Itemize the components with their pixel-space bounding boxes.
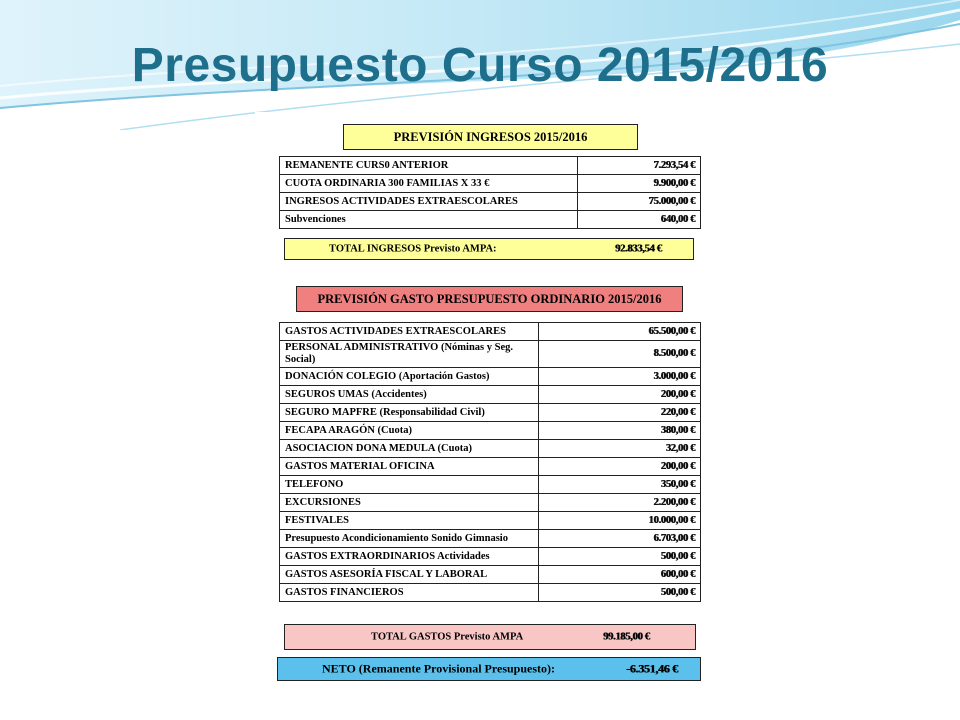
gastos-row — [280, 422, 701, 440]
gastos-row-amount: 350,00 € — [539, 476, 701, 494]
ingresos-row-label: INGRESOS ACTIVIDADES EXTRAESCOLARES — [280, 193, 578, 211]
gastos-row-amount: 200,00 € — [539, 458, 701, 476]
ingresos-row-amount: 640,00 € — [578, 211, 701, 229]
gastos-row-amount: 8.500,00 € — [539, 341, 701, 368]
slide-title: Presupuesto Curso 2015/2016 — [131, 39, 829, 92]
expense-header-banner: PREVISIÓN GASTO PRESUPUESTO ORDINARIO 2015/2016 — [296, 286, 683, 312]
gastos-row-amount: 32,00 € — [539, 440, 701, 458]
gastos-row-label: GASTOS EXTRAORDINARIOS Actividades — [280, 548, 539, 566]
gastos-row-amount: 380,00 € — [539, 422, 701, 440]
ingresos-row — [280, 157, 701, 175]
gastos-row — [280, 404, 701, 422]
gastos-row-amount: 65.500,00 € — [539, 323, 701, 341]
ingresos-row-amount: 7.293,54 € — [578, 157, 701, 175]
gastos-row — [280, 584, 701, 602]
income-header-banner: PREVISIÓN INGRESOS 2015/2016 — [343, 124, 638, 150]
gastos-row — [280, 566, 701, 584]
income-total-label: TOTAL INGRESOS Previsto AMPA: — [329, 243, 497, 255]
gastos-row — [280, 530, 701, 548]
gastos-row — [280, 368, 701, 386]
gastos-row — [280, 341, 701, 368]
gastos-row-label: GASTOS FINANCIEROS — [280, 584, 539, 602]
income-total-amount: 92.833,54 € — [615, 243, 662, 255]
ingresos-row-label: Subvenciones — [280, 211, 578, 229]
ingresos-row-label: REMANENTE CURS0 ANTERIOR — [280, 157, 578, 175]
ingresos-row-label: CUOTA ORDINARIA 300 FAMILIAS X 33 € — [280, 175, 578, 193]
expense-total-label: TOTAL GASTOS Previsto AMPA — [371, 631, 524, 643]
gastos-row-label: FECAPA ARAGÓN (Cuota) — [280, 422, 539, 440]
gastos-row-label: SEGURO MAPFRE (Responsabilidad Civil) — [280, 404, 539, 422]
gastos-row-label: ASOCIACION DONA MEDULA (Cuota) — [280, 440, 539, 458]
gastos-row-amount: 500,00 € — [539, 584, 701, 602]
gastos-row-label: TELEFONO — [280, 476, 539, 494]
ingresos-row-amount: 75.000,00 € — [578, 193, 701, 211]
budget-document — [255, 112, 715, 690]
expense-total-box — [284, 624, 696, 650]
ingresos-row — [280, 211, 701, 229]
ingresos-row-amount: 9.900,00 € — [578, 175, 701, 193]
expense-table — [279, 322, 701, 602]
gastos-row-label: Presupuesto Acondicionamiento Sonido Gimnasio — [280, 530, 539, 548]
ingresos-row — [280, 193, 701, 211]
income-table — [279, 156, 701, 229]
gastos-row-amount: 220,00 € — [539, 404, 701, 422]
expense-total-amount: 99.185,00 € — [603, 631, 650, 643]
gastos-row — [280, 458, 701, 476]
gastos-row — [280, 440, 701, 458]
net-label: NETO (Remanente Provisional Presupuesto): — [322, 661, 555, 676]
gastos-row-amount: 600,00 € — [539, 566, 701, 584]
gastos-row-label: FESTIVALES — [280, 512, 539, 530]
gastos-row-amount: 6.703,00 € — [539, 530, 701, 548]
gastos-row-amount: 2.200,00 € — [539, 494, 701, 512]
gastos-row-label: PERSONAL ADMINISTRATIVO (Nóminas y Seg. Social) — [280, 341, 539, 368]
gastos-row-label: GASTOS ASESORÍA FISCAL Y LABORAL — [280, 566, 539, 584]
gastos-row-label: GASTOS ACTIVIDADES EXTRAESCOLARES — [280, 323, 539, 341]
gastos-row — [280, 323, 701, 341]
net-amount: -6.351,46 € — [626, 661, 678, 676]
gastos-row-label: GASTOS MATERIAL OFICINA — [280, 458, 539, 476]
gastos-row-amount: 500,00 € — [539, 548, 701, 566]
gastos-row-label: EXCURSIONES — [280, 494, 539, 512]
gastos-row — [280, 548, 701, 566]
gastos-row — [280, 476, 701, 494]
gastos-row-label: DONACIÓN COLEGIO (Aportación Gastos) — [280, 368, 539, 386]
ingresos-row — [280, 175, 701, 193]
gastos-row-amount: 200,00 € — [539, 386, 701, 404]
gastos-row — [280, 512, 701, 530]
net-total-box — [277, 657, 701, 681]
gastos-row-amount: 3.000,00 € — [539, 368, 701, 386]
income-total-box — [284, 238, 694, 260]
gastos-row-amount: 10.000,00 € — [539, 512, 701, 530]
gastos-row — [280, 494, 701, 512]
gastos-row-label: SEGUROS UMAS (Accidentes) — [280, 386, 539, 404]
gastos-row — [280, 386, 701, 404]
